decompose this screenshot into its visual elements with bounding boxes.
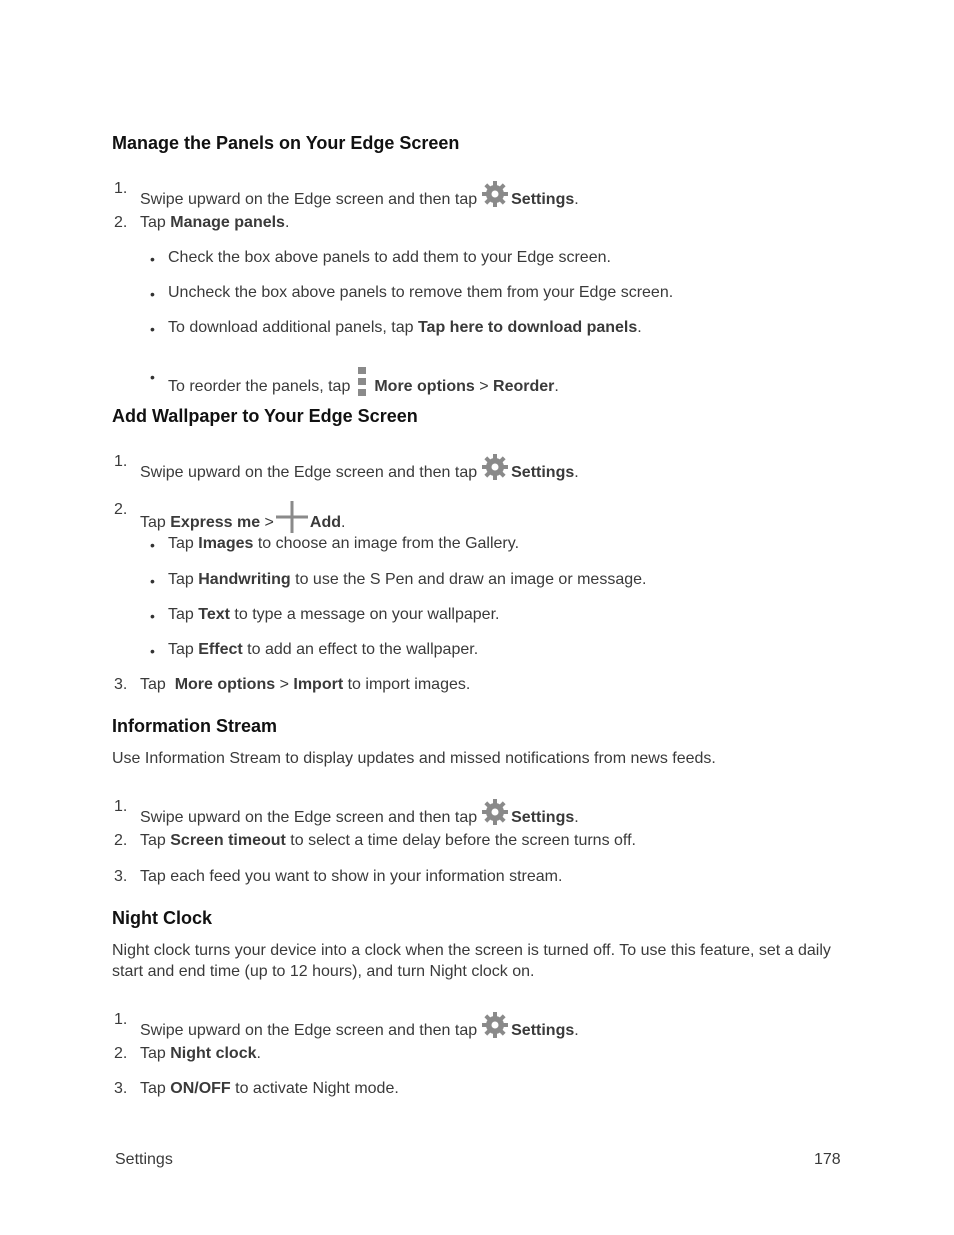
bullet: •: [150, 573, 155, 589]
step-number: 1.: [114, 1011, 128, 1028]
night-clock-label: Night clock: [170, 1045, 257, 1062]
settings-label: Settings: [511, 1022, 575, 1039]
step-text: [140, 832, 636, 850]
step-number: 1.: [114, 180, 128, 197]
bullet-text-body: to choose an image from the Gallery.: [257, 535, 520, 552]
step-text-body: Tap: [140, 1080, 166, 1097]
import-label: Import: [293, 676, 344, 693]
bullet-text: Check the box above panels to add them to your Edge screen.: [168, 249, 611, 266]
step-text: [140, 798, 579, 827]
download-panels-label: Tap here to download panels: [417, 319, 638, 336]
punct: .: [341, 514, 346, 531]
bullet-text: [168, 367, 559, 397]
punct: .: [256, 1045, 261, 1062]
step-text-body: Tap: [140, 676, 166, 693]
bullet: •: [150, 251, 155, 267]
step-text: [140, 214, 289, 232]
step-text-body: Tap: [140, 1045, 166, 1062]
images-label: Images: [198, 535, 254, 552]
bullet: •: [150, 537, 155, 553]
reorder-label: Reorder: [493, 378, 555, 395]
bullet-text: Uncheck the box above panels to remove them from your Edge screen.: [168, 284, 674, 301]
step-number: 2.: [114, 832, 128, 849]
step-text: [140, 453, 579, 482]
add-label: Add: [309, 514, 341, 531]
bullet-text-body: Tap: [168, 606, 194, 623]
step-text: [140, 1011, 579, 1040]
bullet-text: [168, 641, 478, 659]
bullet: •: [150, 286, 155, 302]
step-text: [140, 1045, 261, 1063]
step-text-body: Swipe upward on the Edge screen and then tap: [140, 191, 478, 208]
gear-icon: [481, 798, 509, 826]
heading-add-wallpaper: Add Wallpaper to Your Edge Screen: [112, 406, 418, 426]
punct: .: [284, 214, 290, 231]
bullet-text-body: Tap: [168, 535, 194, 552]
step-number: 2.: [114, 214, 128, 231]
bullet-text-body: Tap: [168, 641, 194, 658]
more-options-label: More options: [374, 378, 475, 395]
separator: >: [279, 676, 289, 693]
step-text-body: Swipe upward on the Edge screen and then tap: [140, 464, 478, 481]
intro-paragraph: Use Information Stream to display updates and missed notifications from news feeds.: [112, 750, 716, 767]
punct: .: [554, 378, 559, 395]
bullet: •: [150, 369, 155, 385]
bullet-text: [168, 606, 499, 624]
effect-label: Effect: [198, 641, 243, 658]
step-text: [140, 180, 579, 209]
step-number: 1.: [114, 453, 128, 470]
step-number: 3.: [114, 1080, 128, 1097]
punct: .: [574, 1022, 579, 1039]
step-text-body: Tap: [140, 214, 166, 231]
step-text-body: Swipe upward on the Edge screen and then tap: [140, 1022, 478, 1039]
handwriting-label: Handwriting: [198, 571, 291, 588]
step-text-body: to activate Night mode.: [235, 1080, 399, 1097]
bullet-text-body: to use the S Pen and draw an image or message.: [295, 571, 647, 588]
screen-timeout-label: Screen timeout: [170, 832, 286, 849]
bullet-text-body: To reorder the panels, tap: [168, 378, 351, 395]
step-text-body: to select a time delay before the screen turns off.: [290, 832, 636, 849]
bullet-text: [168, 535, 519, 553]
gear-icon: [481, 1011, 509, 1039]
step-text-body: to import images.: [347, 676, 471, 693]
step-text: [140, 676, 470, 694]
heading-manage-panels: Manage the Panels on Your Edge Screen: [112, 133, 460, 153]
step-number: 3.: [114, 868, 128, 885]
add-icon: [276, 501, 308, 533]
settings-label: Settings: [511, 809, 575, 826]
bullet: •: [150, 643, 155, 659]
punct: .: [574, 464, 579, 481]
bullet-text-body: Tap: [168, 571, 194, 588]
gear-icon: [481, 453, 509, 481]
footer-section: Settings: [115, 1151, 173, 1168]
bullet-text-body: to type a message on your wallpaper.: [234, 606, 500, 623]
express-me-label: Express me: [170, 514, 261, 531]
more-options-label: More options: [174, 676, 276, 693]
separator: >: [264, 514, 274, 531]
step-number: 2.: [114, 1045, 128, 1062]
gear-icon: [481, 180, 509, 208]
punct: .: [574, 809, 579, 826]
step-number: 1.: [114, 798, 128, 815]
step-text: Tap each feed you want to show in your information stream.: [140, 868, 563, 885]
more-options-icon: [356, 367, 368, 397]
punct: .: [574, 191, 579, 208]
manage-panels-label: Manage panels: [170, 214, 285, 231]
step-number: 2.: [114, 501, 128, 518]
bullet: •: [150, 321, 155, 337]
step-number: 3.: [114, 676, 128, 693]
intro-paragraph: Night clock turns your device into a clock when the screen is turned off. To use this feature, set a daily start and end time (up to 12 hours), and turn Night clock on.: [112, 942, 831, 980]
settings-label: Settings: [511, 464, 575, 481]
settings-label: Settings: [511, 191, 575, 208]
heading-night-clock: Night Clock: [112, 908, 213, 928]
punct: .: [637, 319, 642, 336]
bullet-text-body: To download additional panels, tap: [168, 319, 414, 336]
step-text-body: Tap: [140, 514, 166, 531]
step-text: [140, 1080, 399, 1098]
on-off-label: ON/OFF: [170, 1080, 231, 1097]
step-text-body: Swipe upward on the Edge screen and then tap: [140, 809, 478, 826]
bullet-text-body: to add an effect to the wallpaper.: [247, 641, 479, 658]
bullet-text: [168, 319, 642, 337]
footer-page-number: 178: [814, 1151, 841, 1168]
bullet-text: [168, 571, 646, 589]
bullet: •: [150, 608, 155, 624]
heading-information-stream: Information Stream: [112, 716, 278, 736]
text-label: Text: [198, 606, 230, 623]
separator: >: [479, 378, 489, 395]
step-text: [140, 501, 345, 533]
step-text-body: Tap: [140, 832, 166, 849]
